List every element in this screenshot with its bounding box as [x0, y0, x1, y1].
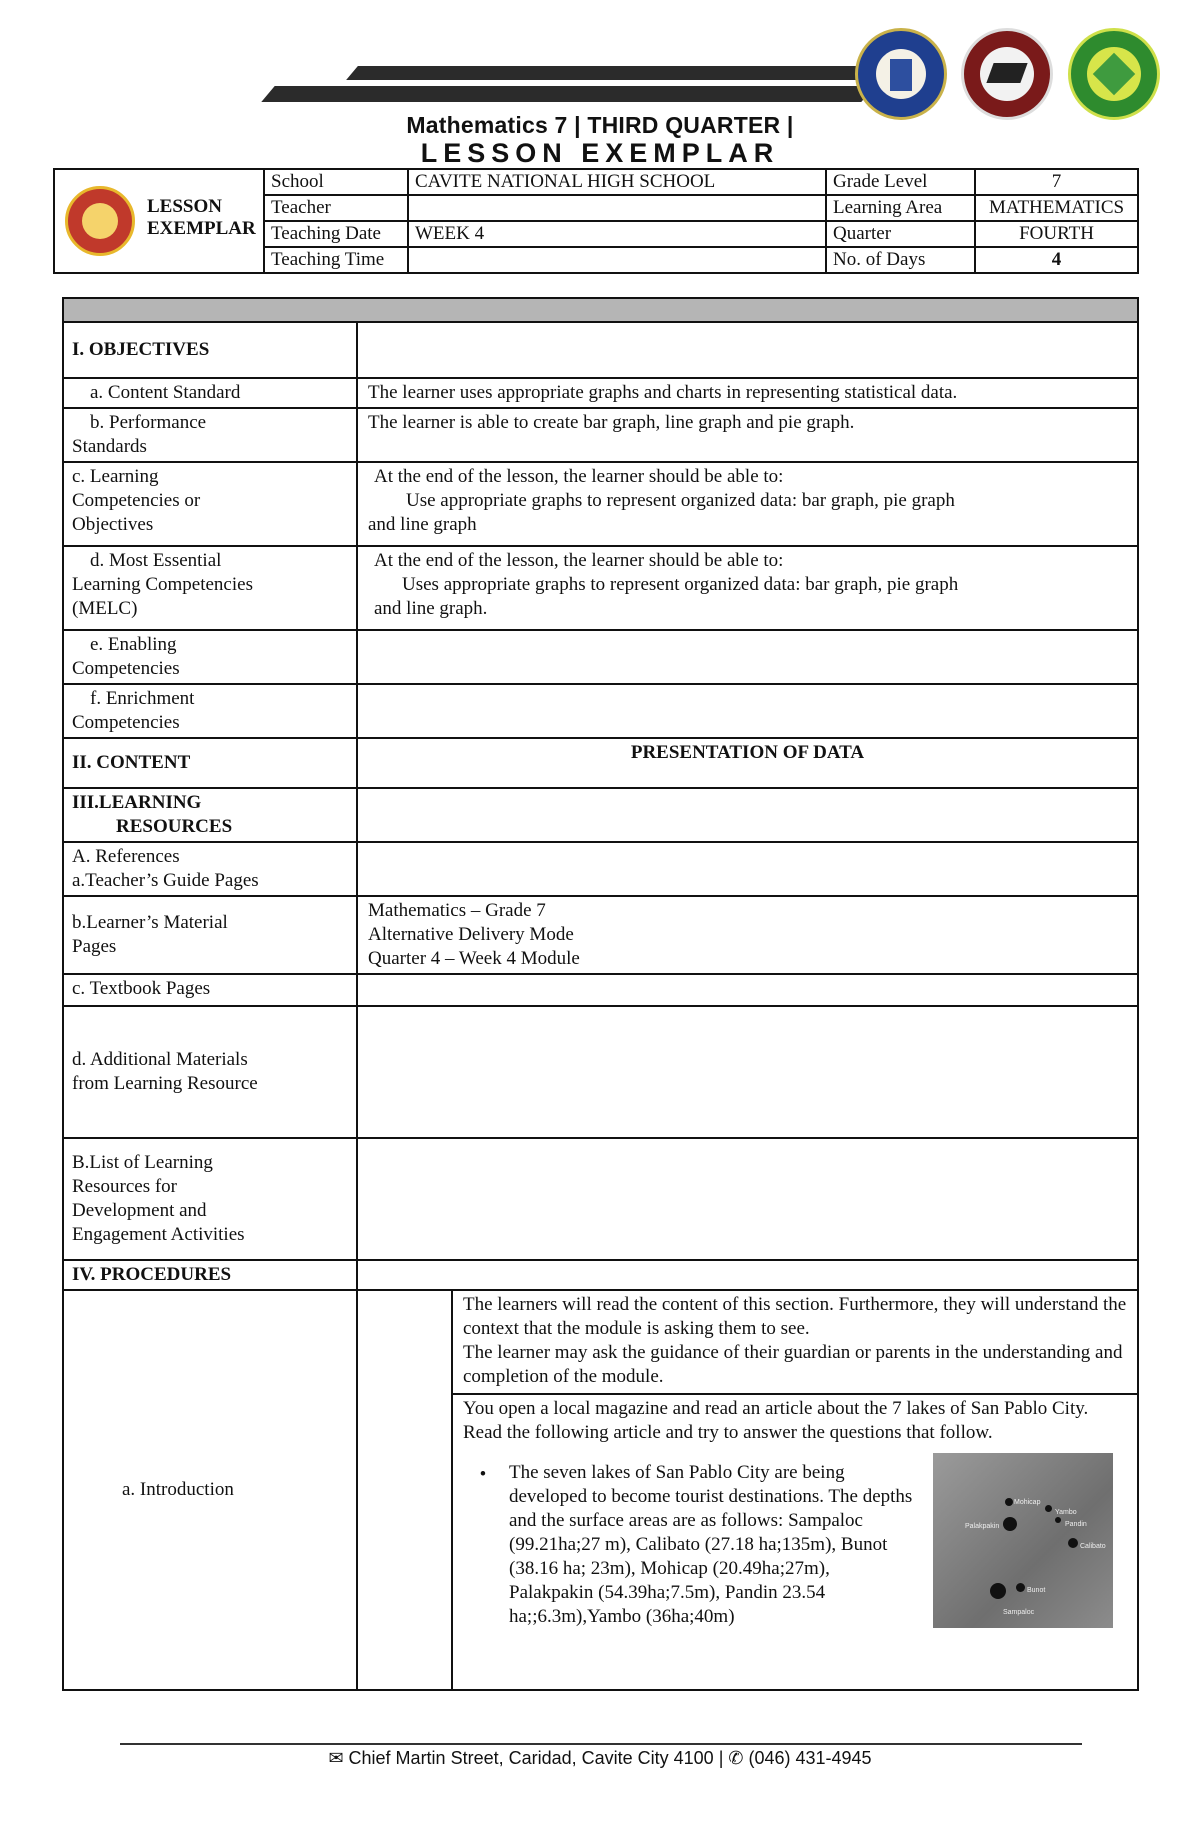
- enrichment-value: [357, 684, 1138, 738]
- textbook-label: c. Textbook Pages: [63, 974, 357, 1006]
- melc-value: At the end of the lesson, the learner should be able to: Uses appropriate graphs to represent organized data: bar graph, pie graph and line graph.: [357, 546, 1138, 630]
- header-value-grade: 7: [975, 169, 1138, 195]
- header-value-school: CAVITE NATIONAL HIGH SCHOOL: [408, 169, 826, 195]
- header-label: School: [264, 169, 408, 195]
- competencies-value: At the end of the lesson, the learner should be able to: Use appropriate graphs to represent organized data: bar graph, pie graph and line graph: [357, 462, 1138, 546]
- content-topic: PRESENTATION OF DATA: [357, 738, 1138, 788]
- header-value-quarter: FOURTH: [975, 221, 1138, 247]
- san-pablo-lakes-map: Mohicap Yambo Pandin Palakpakin Calibato Bunot Sampaloc: [933, 1453, 1113, 1628]
- lesson-plan-table: [62, 297, 1139, 1691]
- bullet-icon: •: [479, 1464, 487, 1485]
- enabling-value: [357, 630, 1138, 684]
- references-label: A. References a.Teacher’s Guide Pages: [63, 842, 357, 896]
- performance-value: The learner is able to create bar graph, line graph and pie graph.: [357, 408, 1138, 462]
- header-label: Grade Level: [826, 169, 975, 195]
- mathematics-department-logo: [1068, 28, 1160, 120]
- lakes-bullet-text: The seven lakes of San Pablo City are being developed to become tourist destinations. The depths and the surface areas are as follows: Sampaloc (99.21ha;27 m), Calibato (27.18 ha;135m), Bunot (38.16 ha; 23m), Mohicap (20.49ha;27m), Palakpakin (54.39ha;7.5m), Pandin 23.54 ha;;6.3m),Yambo (36ha;40m): [509, 1462, 913, 1627]
- objectives-heading: I. OBJECTIVES: [63, 322, 357, 378]
- deped-seal-icon: [855, 28, 947, 120]
- procedures-value: [357, 1260, 1138, 1290]
- document-subtitle: LESSON EXEMPLAR: [420, 138, 780, 168]
- header-label: Quarter: [826, 221, 975, 247]
- header-value-time: [408, 247, 826, 273]
- learner-material-value: Mathematics – Grade 7 Alternative Delivery Mode Quarter 4 – Week 4 Module: [357, 896, 1138, 974]
- learner-material-label: b.Learner’s Material Pages: [63, 896, 357, 974]
- cavite-national-high-school-logo: [961, 28, 1053, 120]
- objectives-value: [357, 322, 1138, 378]
- additional-materials-value: [357, 1006, 1138, 1138]
- learning-resources-list-value: [357, 1138, 1138, 1260]
- competencies-label: c. Learning Competencies or Objectives: [63, 462, 357, 546]
- header-value-date: WEEK 4: [408, 221, 826, 247]
- performance-label: b. Performance Standards: [63, 408, 357, 462]
- melc-label: d. Most Essential Learning Competencies (MELC): [63, 546, 357, 630]
- enrichment-label: f. Enrichment Competencies: [63, 684, 357, 738]
- footer-divider: [120, 1743, 1082, 1745]
- banner-stripe-top: [346, 66, 878, 80]
- header-label: Teaching Date: [264, 221, 408, 247]
- enabling-label: e. Enabling Competencies: [63, 630, 357, 684]
- school-seal-icon: [65, 186, 135, 256]
- document-title: Mathematics 7 | THIRD QUARTER |: [406, 112, 794, 138]
- additional-materials-label: d. Additional Materials from Learning Resource: [63, 1006, 357, 1138]
- banner-stripe-bottom: [261, 86, 874, 102]
- header-value-days: 4: [975, 247, 1138, 273]
- introduction-instructions: The learners will read the content of this section. Furthermore, they will understand the context that the module is asking them to see. The learner may ask the guidance of their guardian or parents in the understanding and completion of the module.: [452, 1290, 1138, 1394]
- header-label: Learning Area: [826, 195, 975, 221]
- content-standard-label: a. Content Standard: [63, 378, 357, 408]
- resources-heading: III.LEARNING RESOURCES: [63, 788, 357, 842]
- procedures-heading: IV. PROCEDURES: [63, 1260, 357, 1290]
- footer-address: ✉ Chief Martin Street, Caridad, Cavite City 4100 | ✆ (046) 431-4945: [328, 1748, 872, 1768]
- content-standard-value: The learner uses appropriate graphs and charts in representing statistical data.: [357, 378, 1138, 408]
- header-logo-label-1: LESSON: [147, 196, 222, 217]
- header-logo-label-2: EXEMPLAR: [147, 218, 256, 239]
- lesson-header-table: [53, 168, 1139, 274]
- resources-value: [357, 788, 1138, 842]
- learning-resources-list-label: B.List of Learning Resources for Development and Engagement Activities: [63, 1138, 357, 1260]
- header-value-area: MATHEMATICS: [975, 195, 1138, 221]
- header-label: Teaching Time: [264, 247, 408, 273]
- gray-header-bar: [63, 298, 1138, 322]
- header-logo-cell: [54, 169, 264, 273]
- header-label: No. of Days: [826, 247, 975, 273]
- introduction-article: You open a local magazine and read an article about the 7 lakes of San Pablo City. Read the following article and try to answer the questions that follow. • The seven lakes of San Pablo City are being developed to become tourist destinations. The depths and the surface areas are as follows: Sampaloc (99.21ha;27 m), Calibato (27.18 ha;135m), Bunot (38.16 ha; 23m), Mohicap (20.49ha;27m), Palakpakin (54.39ha;7.5m), Pandin 23.54 ha;;6.3m),Yambo (36ha;40m) Mohicap Yambo Pandin Palakpakin Calibato Bunot Sampaloc: [452, 1394, 1138, 1690]
- textbook-value: [357, 974, 1138, 1006]
- introduction-blank-column: [357, 1290, 452, 1690]
- references-value: [357, 842, 1138, 896]
- introduction-label: a. Introduction: [63, 1290, 357, 1690]
- header-value-teacher: [408, 195, 826, 221]
- header-label: Teacher: [264, 195, 408, 221]
- content-heading: II. CONTENT: [63, 738, 357, 788]
